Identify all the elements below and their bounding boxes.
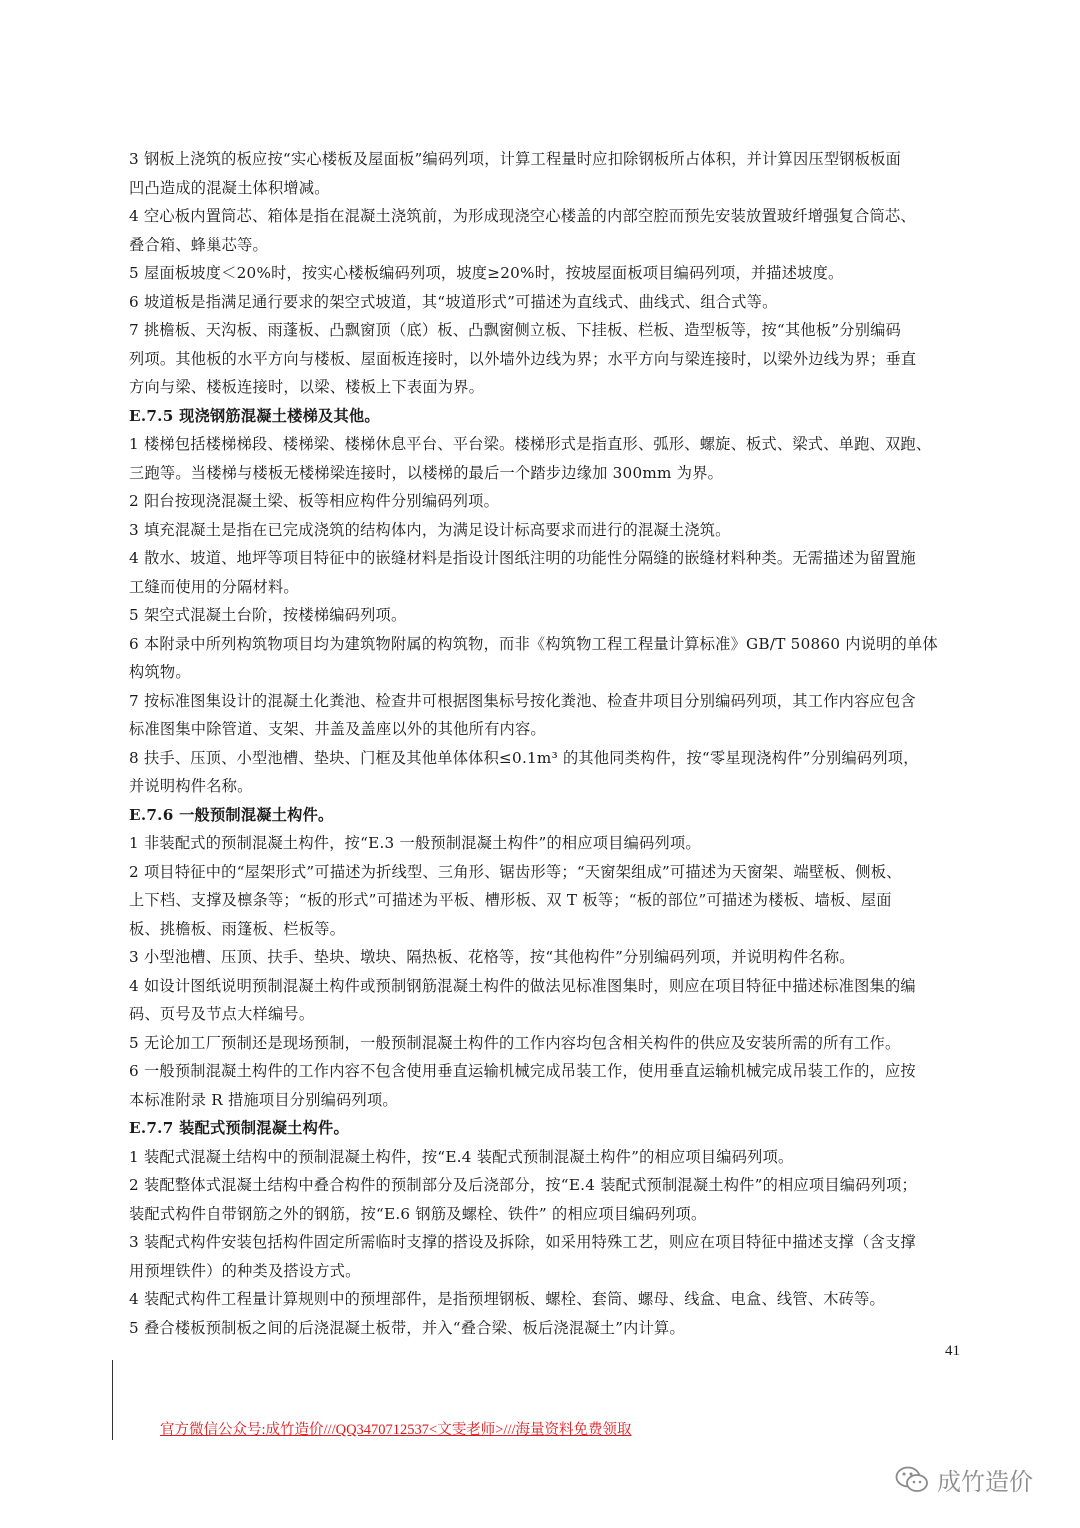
margin-rule: [112, 1360, 113, 1440]
text-line: 3 小型池槽、压顶、扶手、垫块、墩块、隔热板、花格等，按“其他构件”分别编码列项，并说明构件名称。: [129, 948, 855, 966]
text-line: 装配式构件自带钢筋之外的钢筋，按“E.6 钢筋及螺栓、铁件” 的相应项目编码列项。: [129, 1204, 707, 1223]
text-line: 码、页号及节点大样编号。: [129, 1005, 315, 1023]
text-line: 板、挑檐板、雨篷板、栏板等。: [129, 919, 346, 938]
document-body: [129, 145, 969, 1342]
text-line: 方向与梁、楼板连接时，以梁、楼板上下表面为界。: [129, 378, 485, 396]
text-line: 4 装配式构件工程量计算规则中的预埋部件，是指预埋钢板、螺栓、套筒、螺母、线盒、电盒、线管、木砖等。: [129, 1290, 885, 1308]
section-heading: E.7.6 一般预制混凝土构件。: [129, 805, 334, 824]
text-line: 标准图集中除管道、支架、井盖及盖座以外的其他所有内容。: [129, 720, 546, 738]
text-line: 5 架空式混凝土台阶，按楼梯编码列项。: [129, 606, 407, 624]
text-line: 用预埋铁件）的种类及搭设方式。: [129, 1261, 361, 1280]
text-line: 并说明构件名称。: [129, 777, 253, 795]
text-line: 列项。其他板的水平方向与楼板、屋面板连接时，以外墙外边线为界；水平方向与梁连接时，以梁外边线为界；垂直: [129, 349, 917, 368]
text-line: 6 本附录中所列构筑物项目均为建筑物附属的构筑物，而非《构筑物工程工程量计算标准》GB/T 50860 内说明的单体: [129, 634, 938, 653]
text-line: 3 填充混凝土是指在已完成浇筑的结构体内，为满足设计标高要求而进行的混凝土浇筑。: [129, 520, 731, 539]
text-line: 1 楼梯包括楼梯梯段、楼梯梁、楼梯休息平台、平台梁。楼梯形式是指直形、弧形、螺旋、板式、梁式、单跑、双跑、: [129, 435, 932, 453]
text-line: 2 项目特征中的“屋架形式”可描述为折线型、三角形、锯齿形等；“天窗架组成”可描述为天窗架、端壁板、侧板、: [129, 862, 902, 881]
text-line: 5 屋面板坡度＜20%时，按实心楼板编码列项，坡度≥20%时，按坡屋面板项目编码列项，并描述坡度。: [129, 264, 844, 282]
text-line: 三跑等。当楼梯与楼板无楼梯梁连接时，以楼梯的最后一个踏步边缘加 300mm 为界。: [129, 463, 724, 482]
section-heading: E.7.5 现浇钢筋混凝土楼梯及其他。: [129, 406, 380, 425]
wechat-icon: [895, 1465, 929, 1495]
text-line: 3 钢板上浇筑的板应按“实心楼板及屋面板”编码列项，计算工程量时应扣除钢板所占体积，并计算因压型钢板板面: [129, 150, 902, 168]
page-number: 41: [945, 1343, 960, 1359]
text-line: 1 装配式混凝土结构中的预制混凝土构件，按“E.4 装配式预制混凝土构件”的相应项目编码列项。: [129, 1147, 794, 1166]
text-line: 本标准附录 R 措施项目分别编码列项。: [129, 1090, 398, 1109]
text-line: 2 装配整体式混凝土结构中叠合构件的预制部分及后浇部分，按“E.4 装配式预制混凝土构件”的相应项目编码列项；: [129, 1176, 917, 1194]
text-line: 4 如设计图纸说明预制混凝土构件或预制钢筋混凝土构件的做法见标准图集时，则应在项目特征中描述标准图集的编: [129, 976, 916, 995]
text-line: 5 无论加工厂预制还是现场预制，一般预制混凝土构件的工作内容均包含相关构件的供应及安装所需的所有工作。: [129, 1033, 901, 1052]
text-line: 构筑物。: [129, 663, 191, 681]
text-line: 叠合箱、蜂巢芯等。: [129, 235, 268, 254]
text-line: 6 坡道板是指满足通行要求的架空式坡道，其“坡道形式”可描述为直线式、曲线式、组合式等。: [129, 292, 778, 311]
text-line: 6 一般预制混凝土构件的工作内容不包含使用垂直运输机械完成吊装工作，使用垂直运输机械完成吊装工作的，应按: [129, 1062, 916, 1080]
text-line: 4 散水、坡道、地坪等项目特征中的嵌缝材料是指设计图纸注明的功能性分隔缝的嵌缝材料种类。无需描述为留置施: [129, 549, 916, 567]
section-heading: E.7.7 装配式预制混凝土构件。: [129, 1119, 349, 1137]
watermark: [895, 1462, 1033, 1497]
text-line: 凹凸造成的混凝土体积增减。: [129, 178, 330, 197]
text-line: 工缝而使用的分隔材料。: [129, 577, 299, 596]
text-line: 上下档、支撑及檩条等；“板的形式”可描述为平板、槽形板、双 T 板等；“板的部位”可描述为楼板、墙板、屋面: [129, 891, 892, 909]
text-line: 5 叠合楼板预制板之间的后浇混凝土板带，并入“叠合梁、板后浇混凝土”内计算。: [129, 1318, 685, 1337]
text-line: 8 扶手、压顶、小型池槽、垫块、门框及其他单体体积≤0.1m³ 的其他同类构件，按“零星现浇构件”分别编码列项，: [129, 748, 919, 767]
text-line: 2 阳台按现浇混凝土梁、板等相应构件分别编码列项。: [129, 492, 500, 510]
text-line: 4 空心板内置筒芯、箱体是指在混凝土浇筑前，为形成现浇空心楼盖的内部空腔而预先安装放置玻纤增强复合筒芯、: [129, 207, 916, 225]
footer-note[interactable]: 官方微信公众号:成竹造价///QQ3470712537<文雯老师>///海量资料免费领取: [160, 1422, 632, 1438]
text-line: 7 按标准图集设计的混凝土化粪池、检查井可根据图集标号按化粪池、检查井项目分别编码列项，其工作内容应包含: [129, 691, 916, 710]
watermark-text: 成竹造价: [937, 1468, 1033, 1496]
text-line: 7 挑檐板、天沟板、雨蓬板、凸飘窗顶（底）板、凸飘窗侧立板、下挂板、栏板、造型板等，按“其他板”分别编码: [129, 321, 902, 339]
text-line: 3 装配式构件安装包括构件固定所需临时支撑的搭设及拆除，如采用特殊工艺，则应在项目特征中描述支撑（含支撑: [129, 1233, 916, 1251]
text-line: 1 非装配式的预制混凝土构件，按“E.3 一般预制混凝土构件”的相应项目编码列项。: [129, 834, 701, 852]
